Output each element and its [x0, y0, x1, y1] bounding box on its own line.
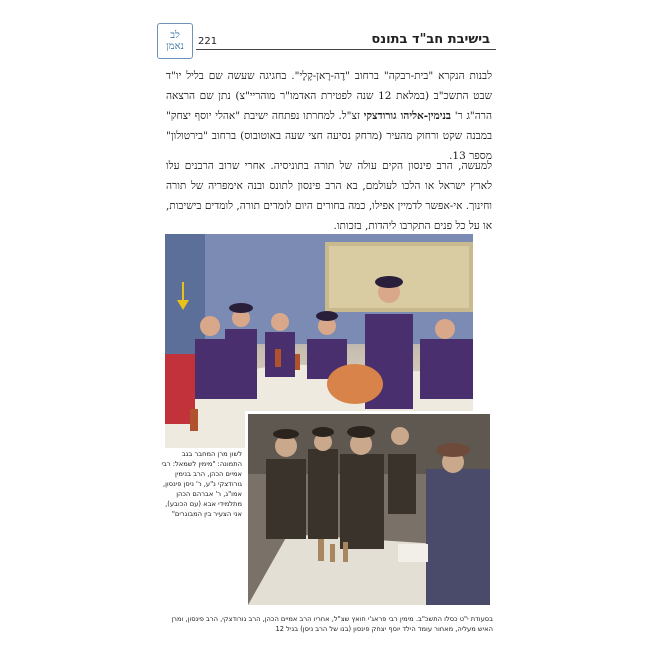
logo-line2: נאמן — [166, 41, 184, 52]
paragraph-2: למעשה, הרב פינסון הקים עולה של תורה בתוניסיה. אחרי שרוב הרבנים עלו לארץ ישראל או הלכו לעולמם, בא הרב פינסון לתונס ובנה אימפריה של תורה וחינוך. אי-אפשר לדמיין אפילו, כמה בחורים היום לומדים תורה, לומדים בישיבות, או על כל פנים התקרבו ליהדות, בזכותו. — [166, 160, 492, 232]
page-number: 221 — [198, 36, 218, 47]
photo-meal-image — [248, 414, 490, 605]
paragraph-1 — [166, 66, 492, 166]
paragraph-1-bold-name: בנימין-אליהו גורודצקי — [363, 110, 451, 122]
photo-meal — [245, 411, 493, 608]
logo-line1: לב — [170, 30, 180, 41]
paragraph-1-text-a: לבנות הנקרא "בית-רבקה" ברחוב "דֶה-רָאן-קָלֶי". בחגיגה שעשה שם בליל יו"ד שבט התשכ"ב (במלאת 12 שנה לפטירת האדמו"ר מוהריי"צ) נתן שם הרצאה הרה"ג ר' — [166, 70, 493, 122]
book-logo — [157, 23, 193, 59]
running-title: בישיבת חב"ד בתונס — [371, 32, 490, 47]
paragraph-1-text-b: זצ"ל. למחרתו נפתחה ישיבת "אהלי יוסף יצחק" במבנה שקט ורחוק מהעיר (מרחק נסיעה חצי שעה באוטובוס) ברחוב "בירטולון" מספר 13. — [166, 110, 492, 162]
header-rule — [196, 49, 496, 50]
bottom-caption: בסעודת י"ט כסלו התשכ"ב. מימין רבי פראג'י חואץ שצ"ל, אחריו הרב אמיים הכהן, הרב גורודצקי, הרב פינסון, ומרן האיש מעליה, מאחור עומד הילד יוסף יצחק פינסון (בנו של הרב ניסן) בגיל 12 — [171, 615, 493, 633]
side-caption: לשון מרן המחבר בגב התמונה: "מימין לשמאל: רבי אמיים הכהן, הרב בנימין גורודצקי נ"ע, ר' ניסן פינסון, אמו"ג, ר' אברהם הכהן מתלמידי אבא (עם הכובע), אני הצעיר בין המבוגרים" — [161, 450, 242, 518]
